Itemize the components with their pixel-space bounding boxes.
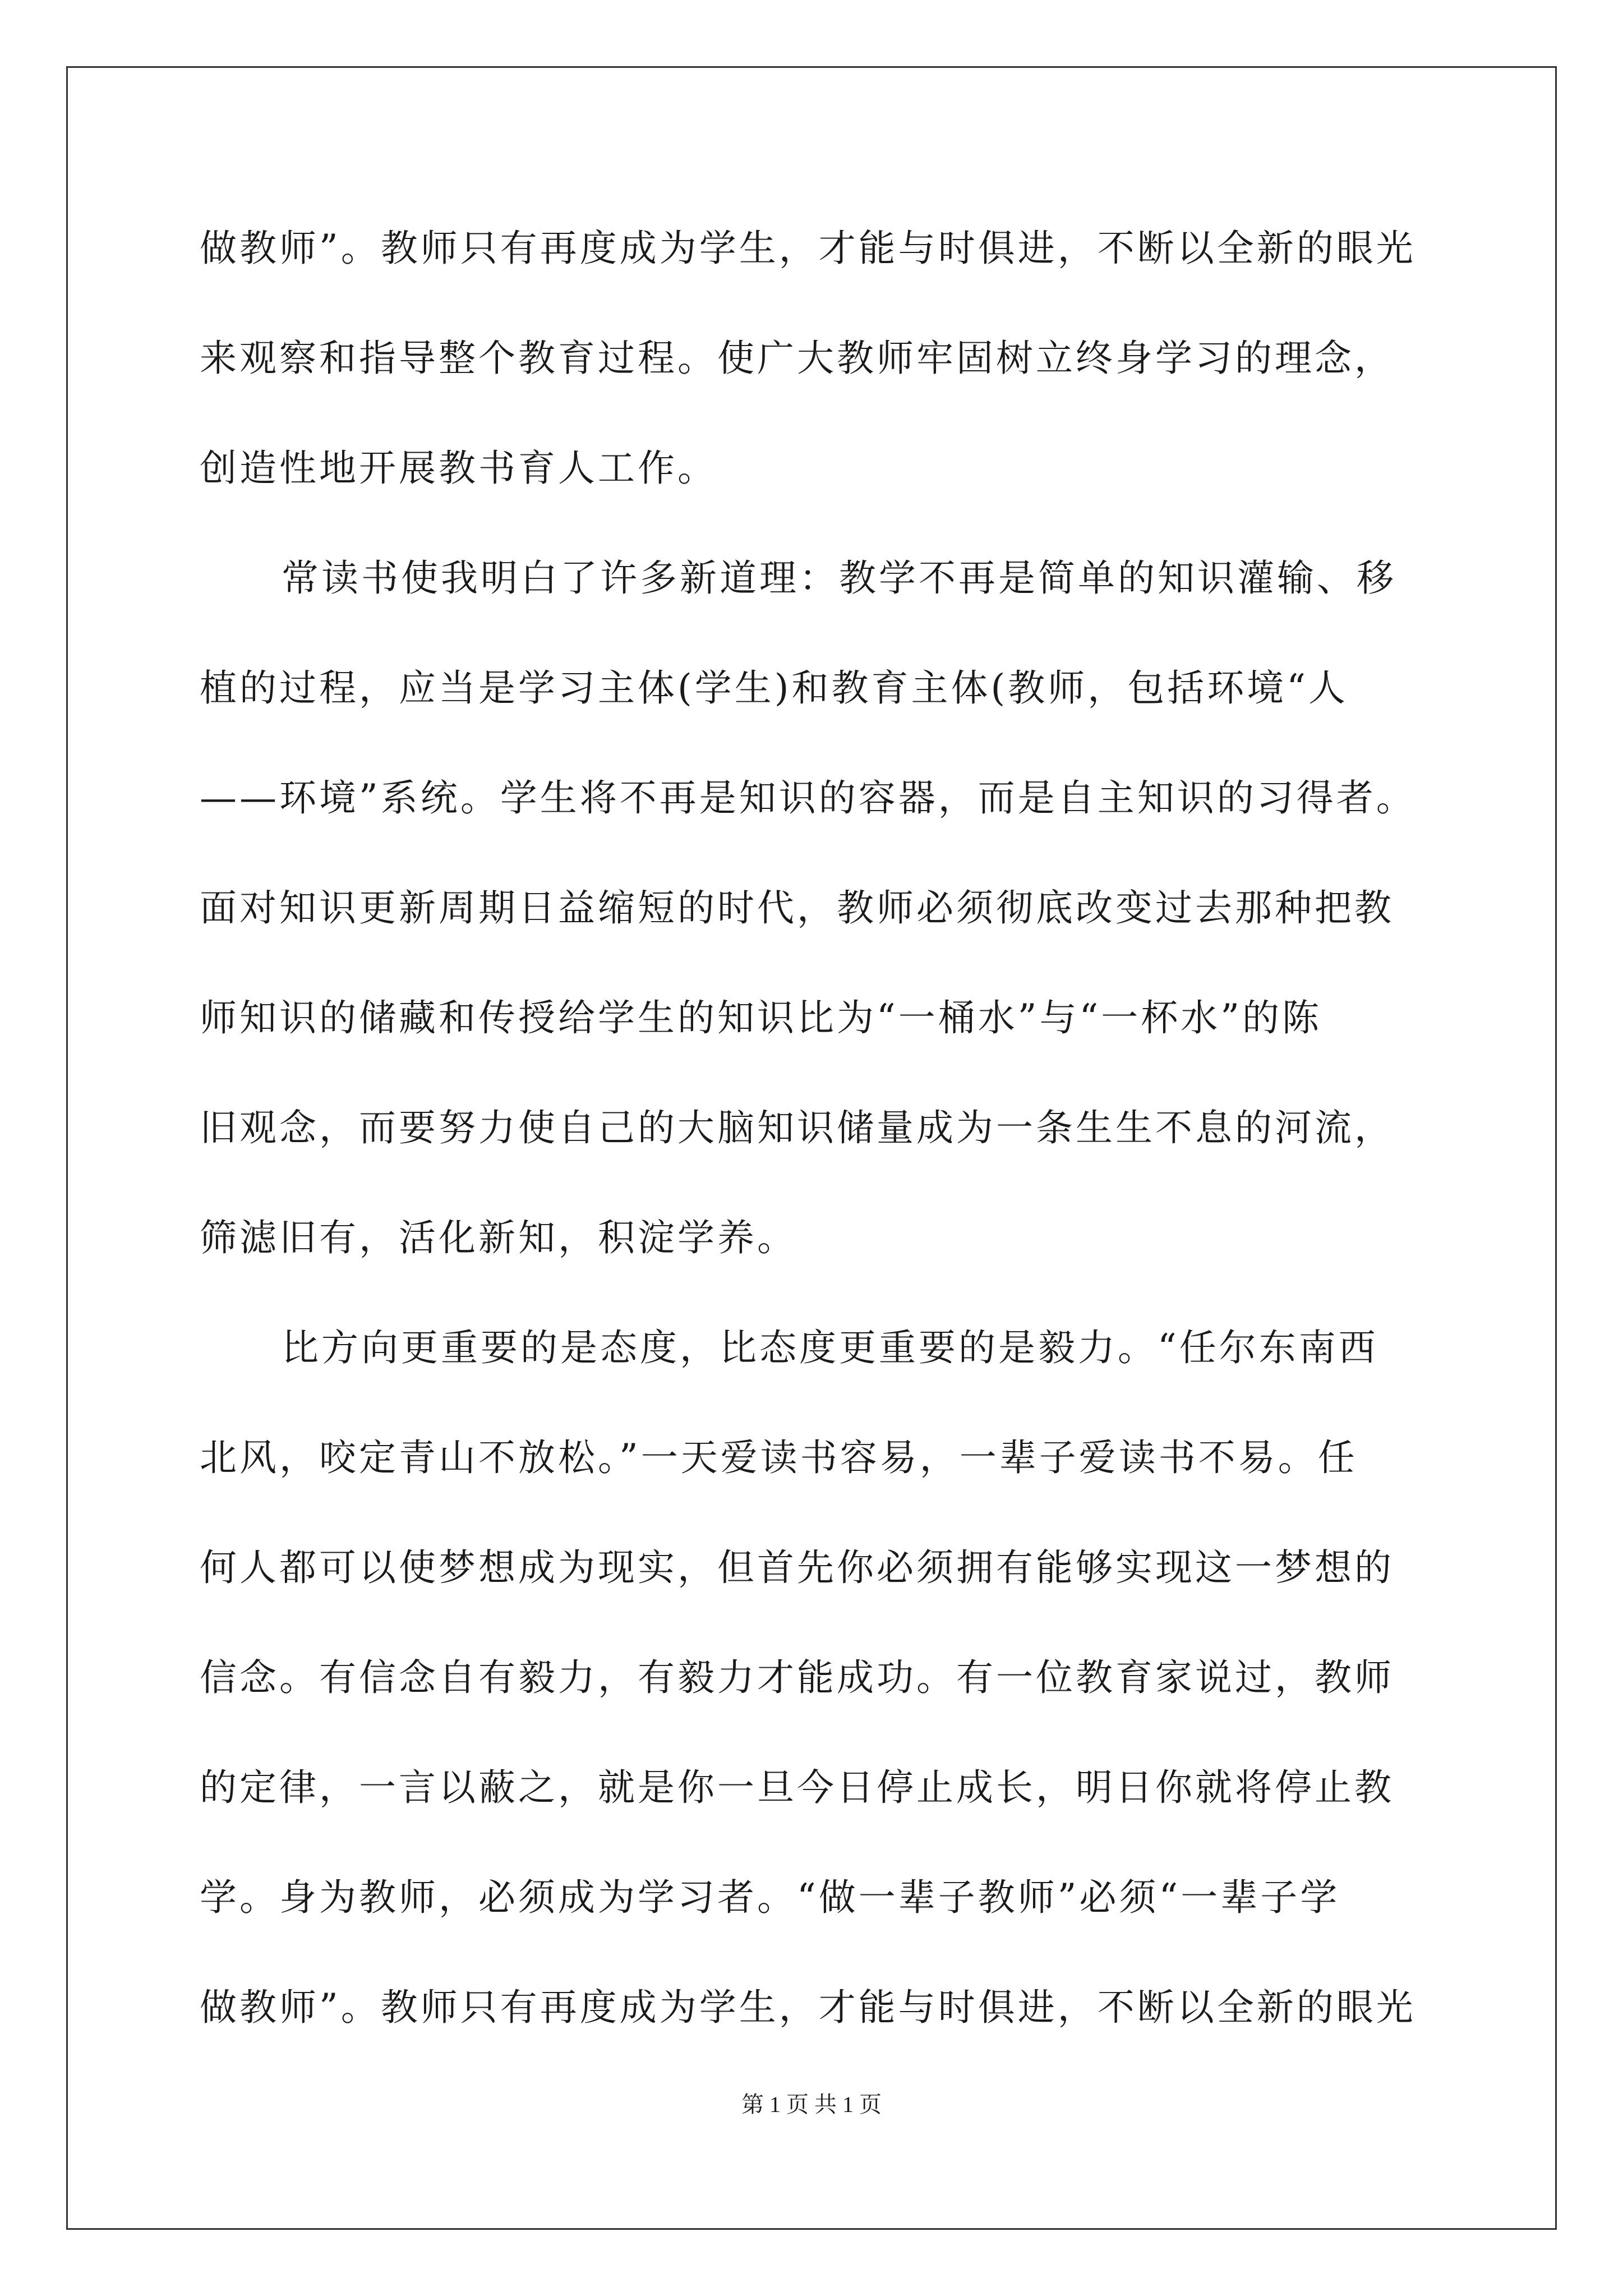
text-line: 创造性地开展教书育人工作。 (200, 447, 717, 490)
text-line: ——环境”系统。学生将不再是知识的容器，而是自主知识的习得者。 (200, 776, 1416, 820)
text-line: 比方向更重要的是态度，比态度更重要的是毅力。“任尔东南西 (282, 1326, 1378, 1369)
text-line: 来观察和指导整个教育过程。使广大教师牢固树立终身学习的理念， (200, 337, 1394, 380)
text-line: 信念。有信念自有毅力，有毅力才能成功。有一位教育家说过，教师 (200, 1656, 1394, 1699)
text-line: 学。身为教师，必须成为学习者。“做一辈子教师”必须“一辈子学 (200, 1876, 1340, 1919)
text-line: 北风，咬定青山不放松。”一天爱读书容易，一辈子爱读书不易。任 (200, 1436, 1358, 1479)
text-line: 做教师”。教师只有再度成为学生，才能与时俱进，不断以全新的眼光 (200, 1986, 1416, 2029)
document-body (200, 194, 1422, 2063)
text-line: 常读书使我明白了许多新道理：教学不再是简单的知识灌输、移 (282, 556, 1396, 600)
text-line: 植的过程，应当是学习主体(学生)和教育主体(教师，包括环境“人 (200, 666, 1348, 710)
text-line: 面对知识更新周期日益缩短的时代，教师必须彻底改变过去那种把教 (200, 886, 1394, 930)
text-line: 的定律，一言以蔽之，就是你一旦今日停止成长，明日你就将停止教 (200, 1766, 1394, 1809)
text-line: 筛滤旧有，活化新知，积淀学养。 (200, 1216, 797, 1259)
text-line: 旧观念，而要努力使自己的大脑知识储量成为一条生生不息的河流， (200, 1106, 1394, 1149)
text-line: 何人都可以使梦想成为现实，但首先你必须拥有能够实现这一梦想的 (200, 1546, 1394, 1589)
text-line: 做教师”。教师只有再度成为学生，才能与时俱进，不断以全新的眼光 (200, 227, 1416, 270)
text-line: 师知识的储藏和传授给学生的知识比为“一桶水”与“一杯水”的陈 (200, 996, 1322, 1039)
page-number-footer: 第 1 页 共 1 页 (741, 2092, 882, 2117)
